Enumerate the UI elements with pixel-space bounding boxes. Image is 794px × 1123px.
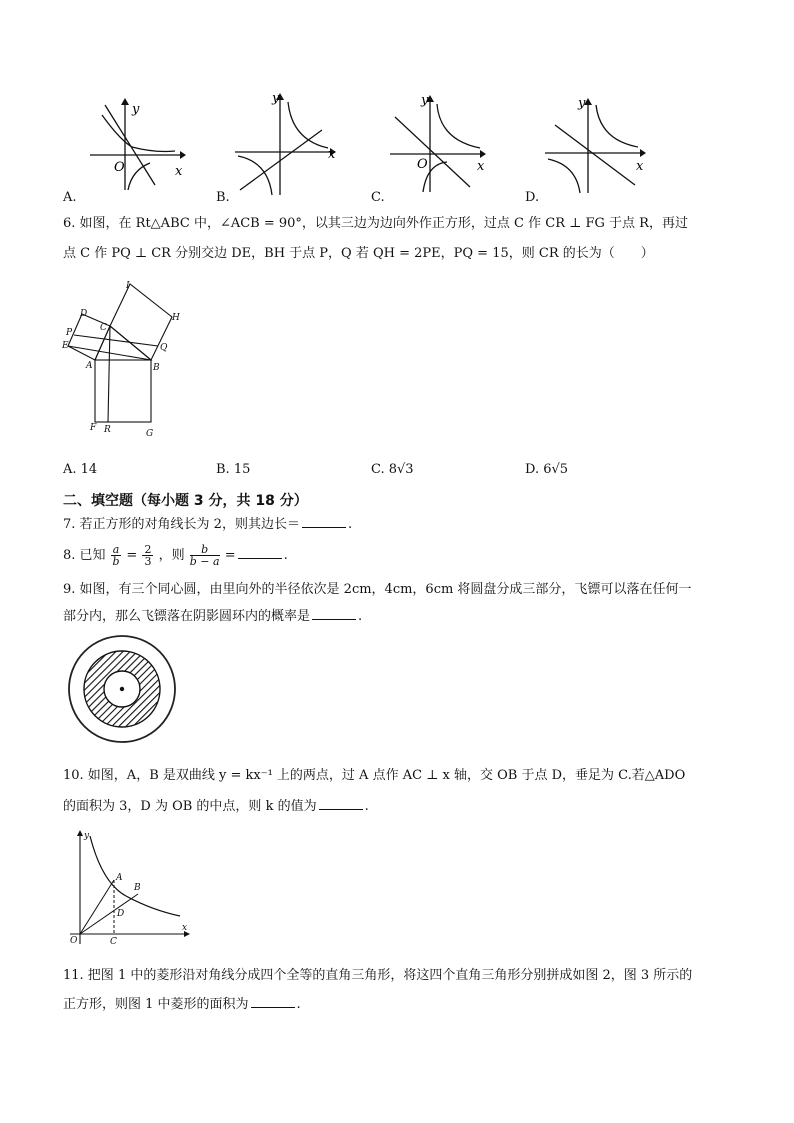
q10-answer-blank[interactable] — [319, 796, 363, 810]
q6-label-e: E — [62, 341, 69, 351]
q6-label-f: F — [90, 423, 97, 433]
graph-c-x: x — [477, 159, 485, 174]
q8-end: . — [283, 548, 288, 563]
graph-b-y: y — [272, 91, 280, 106]
q10-label-a: A — [116, 873, 123, 883]
graph-a-x: x — [175, 164, 183, 179]
graph-d — [540, 95, 650, 195]
q6-label-h: H — [172, 313, 180, 323]
q6-label-c: C — [100, 323, 107, 333]
q8-frac-2-3: $\frac{2}{3}$ — [144, 543, 152, 568]
q11-answer-blank[interactable] — [251, 994, 295, 1008]
q6-label-q: Q — [160, 343, 168, 353]
q9-target-figure — [62, 634, 182, 744]
q11-text-line1: 11. 把图 1 中的菱形沿对角线分成四个全等的直角三角形，将这四个直角三角形分别拼成如图 2，图 3 所示的 — [63, 968, 693, 983]
q10-text-line2: 的面积为 3，D 为 OB 的中点，则 k 的值为 . — [63, 796, 369, 817]
q6-label-r: R — [104, 425, 111, 435]
q7-end: . — [347, 517, 353, 532]
q11-text-line2: 正方形，则图 1 中菱形的面积为 . — [63, 994, 301, 1015]
q10-label-c: C — [110, 937, 117, 947]
center-dot — [120, 687, 124, 691]
q6-text-line1: 6. 如图，在 Rt△ABC 中，∠ACB = 90°，以其三边为边向外作正方形，过点 C 作 CR ⊥ FG 于点 R，再过 — [63, 216, 688, 231]
q10-label-x: x — [182, 923, 188, 933]
section-title: 二、填空题（每小题 3 分，共 18 分） — [63, 493, 308, 509]
q6-option-c[interactable]: C. 8√3 — [371, 462, 414, 477]
q6-label-i: I — [126, 281, 130, 291]
q8-eq: = — [126, 548, 138, 563]
q7-text: 7. 若正方形的对角线长为 2，则其边长＝ — [63, 517, 300, 532]
graph-c-y: y — [421, 93, 429, 108]
q6-label-p: P — [66, 328, 73, 338]
graph-b — [230, 90, 340, 200]
q9-text-line1: 9. 如图，有三个同心圆，由里向外的半径依次是 2cm，4cm，6cm 将圆盘分成三部分，飞镖可以落在任何一 — [63, 582, 692, 597]
q6-label-b: B — [153, 363, 160, 373]
q5-option-a[interactable]: A. — [63, 190, 77, 205]
q8-tail: = — [224, 548, 236, 563]
graph-a-y: y — [132, 102, 140, 117]
q8 — [63, 540, 288, 572]
q8-answer-blank[interactable] — [238, 545, 282, 559]
q10-label-b: B — [134, 883, 141, 893]
q5-option-d[interactable]: D. — [525, 190, 540, 205]
q8-frac-a-b: $\frac{a}{b}$ — [112, 543, 120, 568]
q6-option-b[interactable]: B. 15 — [216, 462, 251, 477]
q5-option-c[interactable]: C. — [371, 190, 385, 205]
graph-c-o: O — [417, 157, 428, 172]
graph-a-o: O — [114, 160, 125, 175]
q6-label-d: D — [80, 309, 88, 319]
q10-label-o: O — [70, 936, 78, 946]
q10-hyperbola-figure — [62, 828, 192, 946]
q7 — [63, 514, 352, 535]
q9-answer-blank[interactable] — [312, 606, 356, 620]
q6-figure — [60, 280, 190, 445]
graph-d-y: y — [578, 96, 586, 111]
q9-text-line2: 部分内，那么飞镖落在阴影圆环内的概率是 . — [63, 606, 362, 627]
graph-b-x: x — [328, 147, 336, 162]
q10-label-d: D — [117, 909, 125, 919]
q6-label-g: G — [146, 429, 154, 439]
q8-mid: ，则 — [158, 548, 185, 563]
q8-prefix: 8. 已知 — [63, 548, 106, 563]
q10-text-line1: 10. 如图，A，B 是双曲线 y = kx⁻¹ 上的两点，过 A 点作 AC ⊥ x 轴，交 OB 于点 D，垂足为 C.若△ADO — [63, 768, 686, 783]
q10-label-y: y — [84, 831, 90, 841]
q7-answer-blank[interactable] — [302, 514, 346, 528]
q6-option-a[interactable]: A. 14 — [63, 462, 98, 477]
q6-label-a: A — [86, 361, 93, 371]
graph-c — [385, 92, 495, 197]
q6-text-line2: 点 C 作 PQ ⊥ CR 分别交边 DE，BH 于点 P，Q 若 QH = 2PE，PQ = 15，则 CR 的长为（ ） — [63, 246, 654, 261]
q5-option-b[interactable]: B. — [216, 190, 230, 205]
q6-option-d[interactable]: D. 6√5 — [525, 462, 569, 477]
graph-a — [80, 95, 190, 195]
q8-frac-b-ba: $\frac{b}{b - a}$ — [189, 543, 220, 568]
graph-d-x: x — [636, 159, 644, 174]
